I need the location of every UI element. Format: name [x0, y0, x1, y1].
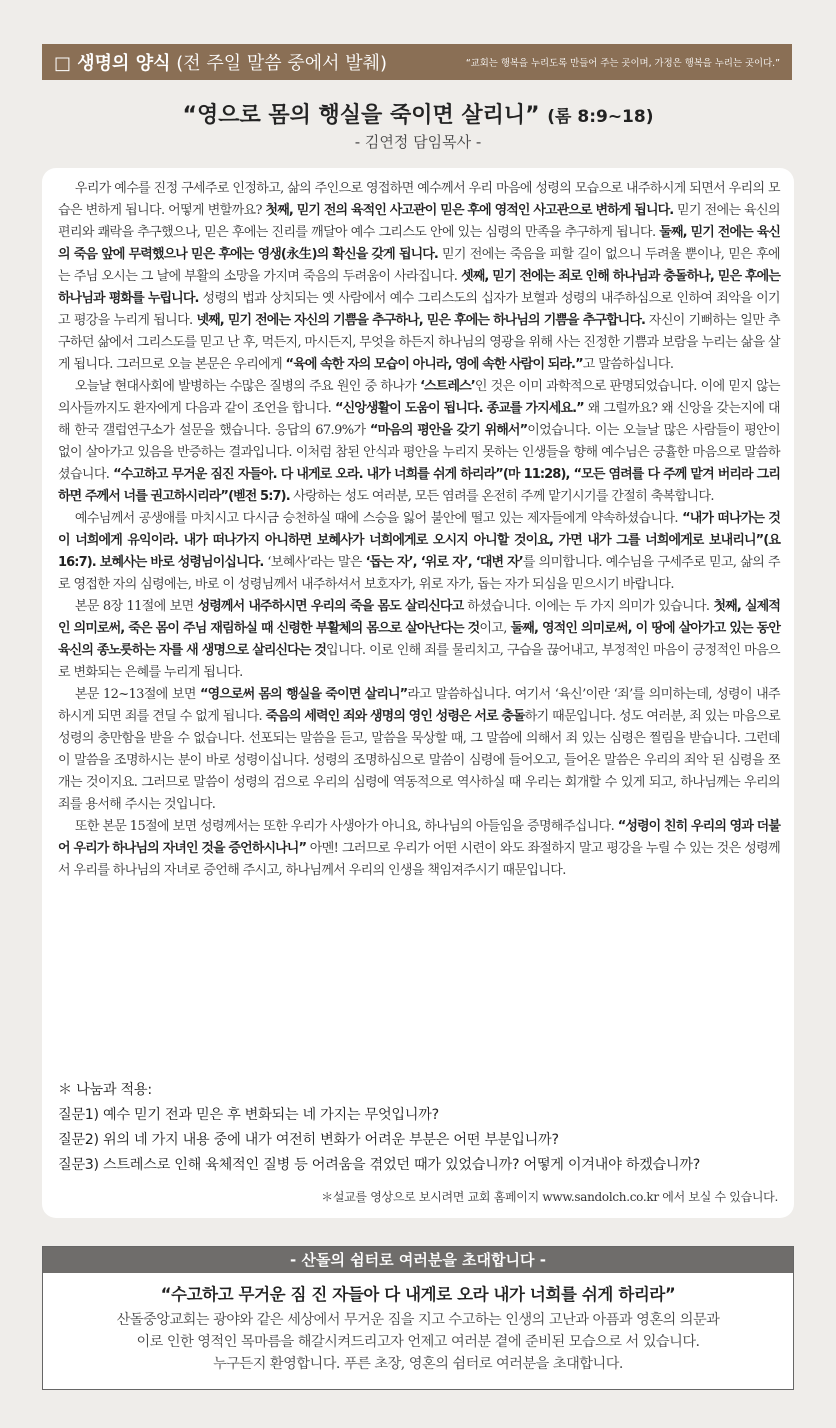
- emphasis-text: “성령이 친히 우리의 영과 더불어 우리가 하나님의 자녀인 것을 증언하시나니”: [58, 819, 780, 856]
- paragraph-text: 하기 때문입니다. 성도 여러분, 죄 있는 마음으로 성령의 충만함을 받을 수 없습니다. 선포되는 말씀을 듣고, 말씀을 묵상할 때, 그 말씀에 의해서 죄 있는 심령은 찔림을 받습니다. 그런데 이 말씀을 조명하시는 분이 바로 성령이십니다. 성령의 조명하심으로 말씀이 심령에 들어오고, 들어온 말씀은 우리의 죄악 된 심령을 쪼개는 것이지요. 그러므로 말씀이 성령의 검으로 우리의 심령에 역동적으로 역사하실 때 우리는 회개할 수 있게 되고, 하나님께는 우리의 죄를 용서해 주시는 것입니다.: [58, 709, 781, 812]
- invitation-text: [43, 1309, 793, 1375]
- paragraph-text: 아멘! 그러므로 우리가 어떤 시련이 와도 좌절하지 말고 평강을 누릴 수 있는 것은 성령께서 우리를 하나님의 자녀로 증언해 주시고, 하나님께서 우리의 인생을 책임져주시기 때문입니다.: [58, 841, 781, 878]
- application-heading: ＊ 나눔과 적용:: [58, 1082, 152, 1098]
- paragraph-text: 고 말씀하십니다.: [582, 357, 674, 372]
- section-label: □ 생명의 양식: [54, 53, 171, 74]
- emphasis-text: 넷째, 믿기 전에는 자신의 기쁨을 추구하나, 믿은 후에는 하나님의 기쁨을 추구합니다.: [196, 313, 646, 328]
- sermon-paragraph: [58, 508, 780, 596]
- emphasis-text: 죽음의 세력인 죄와 생명의 영인 성령은 서로 충돌: [265, 709, 525, 724]
- invitation-line: 누구든지 환영합니다. 푸른 초장, 영혼의 쉼터로 여러분을 초대합니다.: [213, 1356, 623, 1372]
- paragraph-text: 성령의 법과 상치되는 옛 사람에서 예수 그리스도의 십자가 보혈과 성령의 내주하심으로 인하여 죄악을 이기고 평강을 누리게 됩니다.: [58, 291, 780, 328]
- scripture-reference: (롬 8:9~18): [547, 107, 654, 127]
- paragraph-text: 이었습니다. 이는 오늘날 많은 사람들이 평안이 없이 살아가고 있음을 반증하는 결과입니다. 이처럼 참된 안식과 평안을 누리지 못하는 인생들을 향해 예수님은 긍휼한 마음으로 말씀하셨습니다.: [58, 423, 781, 482]
- sermon-body: [58, 178, 780, 882]
- paragraph-text: 본문 12~13절에 보면: [74, 687, 200, 702]
- invitation-title: - 산돌의 쉼터로 여러분을 초대합니다 -: [43, 1247, 793, 1273]
- emphasis-text: ‘돕는 자’, ‘위로 자’, ‘대변 자’: [365, 555, 523, 570]
- sermon-paragraph: [58, 816, 780, 882]
- emphasis-text: 성령께서 내주하시면 우리의 죽을 몸도 살리신다고: [197, 599, 464, 614]
- section-sublabel: (전 주일 말씀 중에서 발췌): [176, 53, 388, 74]
- question-3: 질문3) 스트레스로 인해 육체적인 질병 등 어려움을 겪었던 때가 있었습니까? 어떻게 이겨내야 하겠습니까?: [58, 1157, 700, 1173]
- video-note: ＊설교를 영상으로 보시려면 교회 홈페이지 www.sandolch.co.kr 에서 보실 수 있습니다.: [321, 1190, 778, 1204]
- emphasis-text: ‘스트레스’: [420, 379, 475, 394]
- paragraph-text: 왜 그럴까요? 왜 신앙을 갖는지에 대해 한국 갤럽연구소가 설문을 했습니다. 응답의 67.9%가: [58, 401, 780, 438]
- paragraph-text: 예수님께서 공생애를 마치시고 다시금 승천하실 때에 스승을 잃어 불안에 떨고 있는 제자들에게 약속하셨습니다.: [74, 511, 683, 526]
- emphasis-text: “신앙생활이 도움이 됩니다. 종교를 가지세요.”: [334, 401, 584, 416]
- paragraph-text: ‘보혜사’라는 말은: [263, 555, 366, 570]
- emphasis-text: “육에 속한 자의 모습이 아니라, 영에 속한 사람이 되라.”: [285, 357, 583, 372]
- paragraph-text: 본문 8장 11절에 보면: [74, 599, 198, 614]
- invitation-line: 이로 인한 영적인 목마름을 해갈시켜드리고자 언제고 여러분 곁에 준비된 모습으로 서 있습니다.: [136, 1334, 700, 1350]
- emphasis-text: “영으로써 몸의 행실을 죽이면 살리니”: [199, 687, 408, 702]
- paragraph-text: 를 의미합니다. 예수님을 구세주로 믿고, 삶의 주로 영접한 자의 심령에는, 바로 이 성령님께서 내주하셔서 보호자가, 위로 자가, 돕는 자가 되심을 믿으시기 바랍니다.: [58, 555, 780, 592]
- sermon-title: “영으로 몸의 행실을 죽이면 살리니”: [182, 103, 540, 128]
- sharing-application: [58, 1078, 780, 1178]
- sermon-paragraph: [58, 178, 780, 376]
- emphasis-text: “내가 떠나가는 것이 너희에게 유익이라. 내가 떠나가지 아니하면 보혜사가 너희에게로 오시지 아니할 것이요, 가면 내가 그를 너희에게로 보내리니”(요 16:7). 보혜사는 바로 성령님이십니다.: [58, 511, 780, 570]
- paragraph-text: 자신이 기뻐하는 일만 추구하던 삶에서 그리스도를 믿고 난 후, 먹든지, 마시든지, 무엇을 하든지 하나님의 영광을 위해 사는 진정한 기쁨과 보람을 누리는 삶을 살게 됩니다. 그러므로 오늘 본문은 우리에게: [58, 313, 780, 372]
- paragraph-text: 오늘날 현대사회에 발병하는 수많은 질병의 주요 원인 중 하나가: [74, 379, 421, 394]
- paragraph-text: 라고 말씀하십니다. 여기서 ‘육신’이란 ‘죄’를 의미하는데, 성령이 내주하시게 되면 죄를 견딜 수 없게 됩니다.: [58, 687, 780, 724]
- emphasis-text: “수고하고 무거운 짐진 자들아. 다 내게로 오라. 내가 너희를 쉬게 하리라”(마 11:28), “모든 염려를 다 주께 맡겨 버리라 그리하면 주께서 너를 권고하시리라”(벧전 5:7).: [58, 467, 781, 504]
- paragraph-text: 믿기 전에는 죽음을 피할 길이 없으니 두려울 뿐이나, 믿은 후에는 주님 오시는 그 날에 부활의 소망을 가지며 죽음의 두려움이 사라집니다.: [58, 247, 780, 284]
- church-motto: “교회는 행복을 누리도록 만들어 주는 곳이며, 가정은 행복을 누리는 곳이다.”: [465, 58, 780, 69]
- sermon-paragraph: [58, 376, 780, 508]
- question-2: 질문2) 위의 네 가지 내용 중에 내가 여전히 변화가 어려운 부분은 어떤 부분입니까?: [58, 1132, 559, 1148]
- paragraph-text: 사랑하는 성도 여러분, 모든 염려를 온전히 주께 맡기시기를 간절히 축복합니다.: [289, 489, 714, 504]
- paragraph-text: 이고,: [479, 621, 511, 636]
- paragraph-text: 믿기 전에는 육신의 편리와 쾌락을 추구했으나, 믿은 후에는 진리를 깨달아 예수 그리스도 안에 있는 심령의 만족을 추구하게 됩니다.: [58, 203, 780, 240]
- paragraph-text: 입니다. 이로 인해 죄를 물리치고, 구습을 끊어내고, 부정적인 마음이 긍정적인 마음으로 변화되는 은혜를 누리게 됩니다.: [58, 643, 780, 680]
- emphasis-text: 첫째, 믿기 전의 육적인 사고관이 믿은 후에 영적인 사고관으로 변하게 됩니다.: [265, 203, 674, 218]
- paragraph-text: 또한 본문 15절에 보면 성령께서는 또한 우리가 사생아가 아니요, 하나님의 아들임을 증명해주십니다.: [74, 819, 618, 834]
- invitation-quote: “수고하고 무거운 짐 진 자들아 다 내게로 오라 내가 너희를 쉬게 하리라”: [160, 1285, 676, 1304]
- emphasis-text: 둘째, 믿기 전에는 육신의 죽음 앞에 무력했으나 믿은 후에는 영생(永生)의 확신을 갖게 됩니다.: [58, 225, 781, 262]
- paragraph-text: 하셨습니다. 이에는 두 가지 의미가 있습니다.: [463, 599, 714, 614]
- sermon-paragraph: [58, 596, 780, 684]
- question-1: 질문1) 예수 믿기 전과 믿은 후 변화되는 네 가지는 무엇입니까?: [58, 1107, 439, 1123]
- section-header-bar: [42, 44, 792, 80]
- sermon-title-line: [0, 98, 836, 129]
- sermon-author: - 김연정 담임목사 -: [354, 133, 482, 151]
- invitation-line: 산돌중앙교회는 광야와 같은 세상에서 무거운 짐을 지고 수고하는 인생의 고난과 아픔과 영혼의 의문과: [116, 1312, 720, 1328]
- paragraph-text: 인 것은 이미 과학적으로 판명되었습니다. 이에 믿지 않는 의사들까지도 환자에게 다음과 같이 조언을 합니다.: [58, 379, 780, 416]
- emphasis-text: “마음의 평안을 갖기 위해서”: [369, 423, 528, 438]
- invitation-box: [42, 1246, 794, 1390]
- paragraph-text: 우리가 예수를 진정 구세주로 인정하고, 삶의 주인으로 영접하면 예수께서 우리 마음에 성령의 모습으로 내주하시게 되면서 우리의 모습은 변하게 됩니다. 어떻게 변할까요?: [58, 181, 780, 218]
- emphasis-text: 첫째, 실제적인 의미로써, 죽은 몸이 주님 재림하실 때 신령한 부활체의 몸으로 살아난다는 것: [58, 599, 780, 636]
- emphasis-text: 둘째, 영적인 의미로써, 이 땅에 살아가고 있는 동안 육신의 종노릇하는 자를 새 생명으로 살리신다는 것: [58, 621, 781, 658]
- emphasis-text: 셋째, 믿기 전에는 죄로 인해 하나님과 충돌하나, 믿은 후에는 하나님과 평화를 누립니다.: [58, 269, 780, 306]
- sermon-paragraph: [58, 684, 780, 816]
